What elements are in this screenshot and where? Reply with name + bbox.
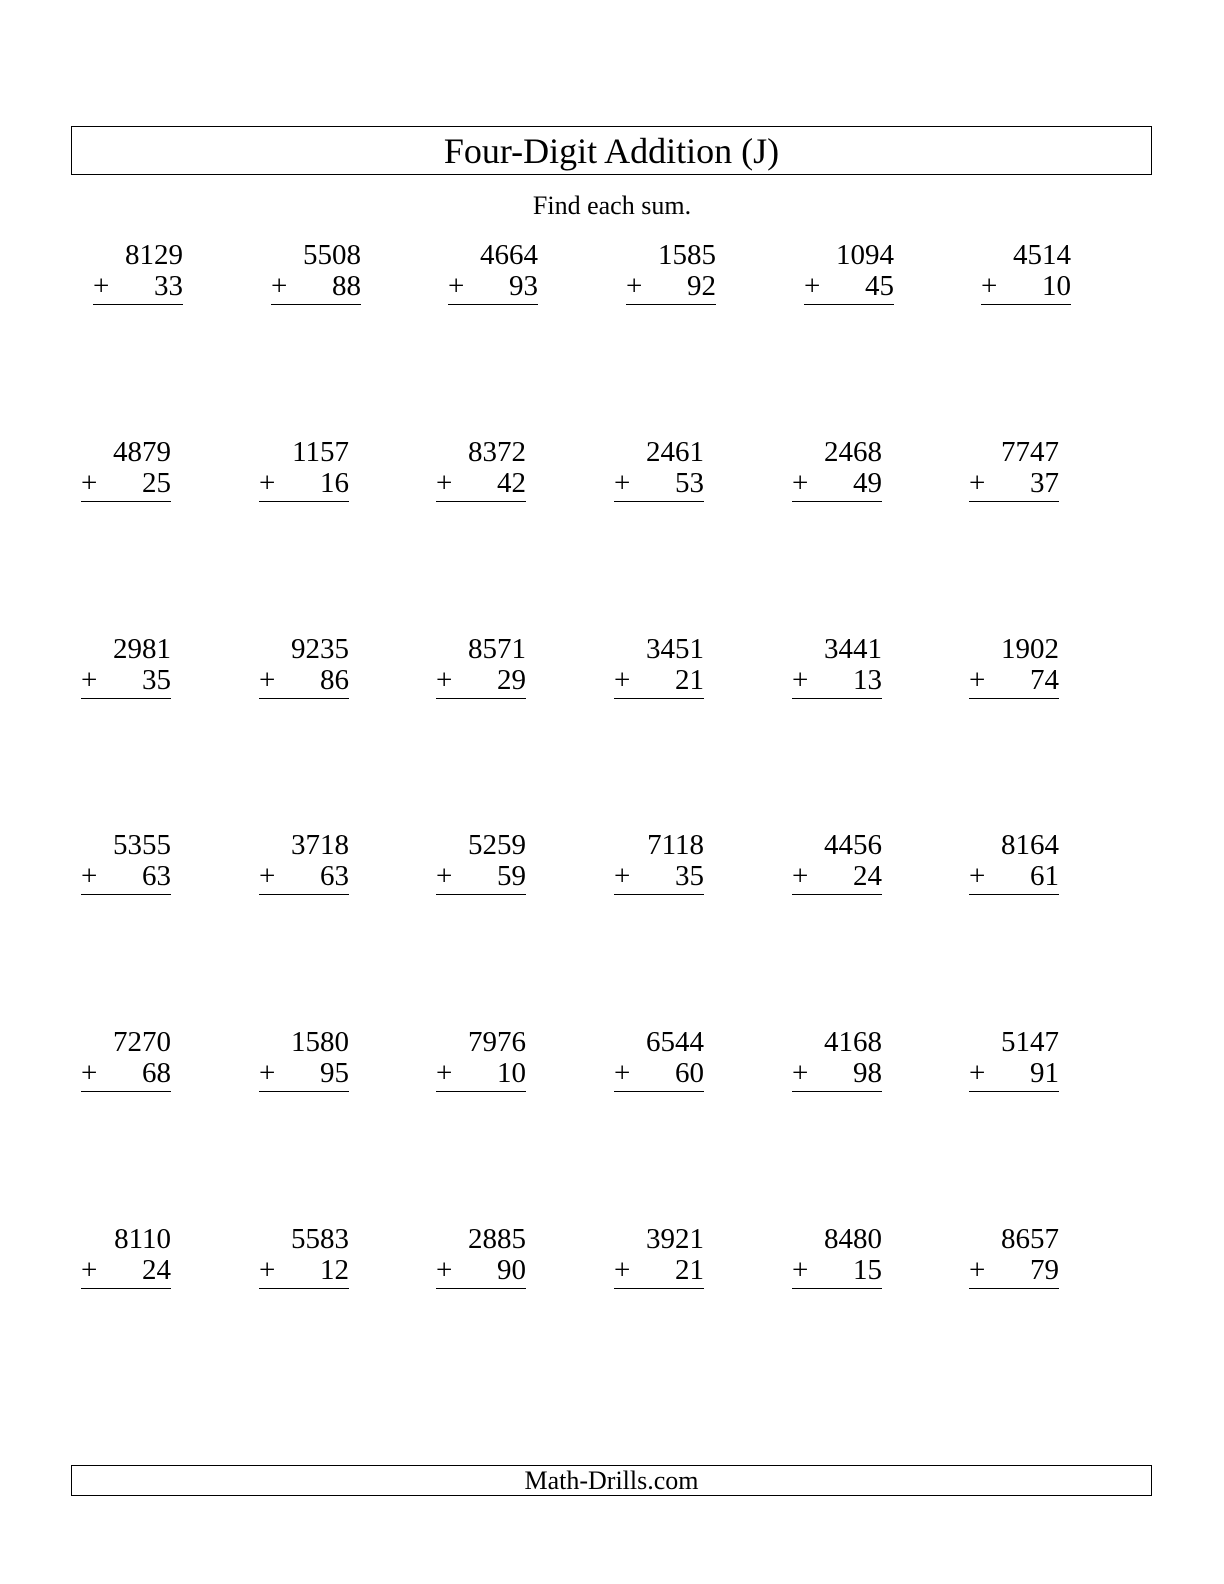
addend-bottom: 37 [1030, 467, 1059, 499]
addend-bottom-row [792, 468, 882, 502]
addend-bottom: 90 [497, 1254, 526, 1286]
addition-problem [93, 240, 183, 305]
addition-problem [614, 437, 704, 502]
plus-sign: + [969, 1254, 986, 1286]
plus-sign: + [792, 1254, 809, 1286]
addition-problem [792, 1027, 882, 1092]
addend-top: 6544 [646, 1026, 704, 1058]
plus-sign: + [792, 860, 809, 892]
addend-bottom: 35 [142, 664, 171, 696]
addend-bottom: 86 [320, 664, 349, 696]
addend-top: 4879 [113, 436, 171, 468]
addend-bottom-row [969, 1058, 1059, 1092]
addend-top: 1902 [1001, 633, 1059, 665]
plus-sign: + [804, 270, 821, 302]
addend-top: 7747 [1001, 436, 1059, 468]
plus-sign: + [259, 467, 276, 499]
addend-bottom: 63 [320, 860, 349, 892]
addend-bottom-row [259, 1058, 349, 1092]
addend-bottom: 10 [1042, 270, 1071, 302]
plus-sign: + [969, 467, 986, 499]
plus-sign: + [792, 1057, 809, 1089]
addend-top: 7976 [468, 1026, 526, 1058]
instructions: Find each sum. [532, 191, 692, 220]
addend-top: 8372 [468, 436, 526, 468]
addend-top: 2981 [113, 633, 171, 665]
addend-bottom: 25 [142, 467, 171, 499]
addend-bottom: 91 [1030, 1057, 1059, 1089]
addend-bottom-row [969, 468, 1059, 502]
plus-sign: + [436, 664, 453, 696]
plus-sign: + [259, 1254, 276, 1286]
addend-top: 8110 [114, 1223, 171, 1255]
addend-bottom: 98 [853, 1057, 882, 1089]
plus-sign: + [259, 860, 276, 892]
addend-bottom-row [626, 271, 716, 305]
plus-sign: + [81, 467, 98, 499]
addend-bottom-row [792, 1255, 882, 1289]
addend-bottom-row [614, 861, 704, 895]
addend-bottom: 10 [497, 1057, 526, 1089]
addend-bottom-row [259, 468, 349, 502]
addend-top: 2461 [646, 436, 704, 468]
addend-bottom-row [614, 468, 704, 502]
plus-sign: + [81, 664, 98, 696]
addend-top: 4514 [1013, 239, 1071, 271]
addition-problem [792, 1224, 882, 1289]
addend-bottom: 49 [853, 467, 882, 499]
addend-top: 8480 [824, 1223, 882, 1255]
addition-problem [614, 1027, 704, 1092]
addition-problem [259, 830, 349, 895]
plus-sign: + [981, 270, 998, 302]
addend-bottom-row [81, 1255, 171, 1289]
addition-problem [81, 437, 171, 502]
addend-bottom-row [271, 271, 361, 305]
addend-bottom-row [93, 271, 183, 305]
addition-problem [614, 1224, 704, 1289]
plus-sign: + [792, 664, 809, 696]
addend-bottom-row [259, 665, 349, 699]
addend-top: 3921 [646, 1223, 704, 1255]
addend-top: 8164 [1001, 829, 1059, 861]
addend-bottom: 29 [497, 664, 526, 696]
addend-top: 5355 [113, 829, 171, 861]
addition-problem [792, 830, 882, 895]
addition-problem [981, 240, 1071, 305]
plus-sign: + [436, 1254, 453, 1286]
plus-sign: + [436, 467, 453, 499]
addend-bottom: 63 [142, 860, 171, 892]
addend-bottom: 35 [675, 860, 704, 892]
addend-bottom-row [259, 861, 349, 895]
addend-bottom-row [969, 1255, 1059, 1289]
addend-top: 1094 [836, 239, 894, 271]
addition-problem [614, 634, 704, 699]
plus-sign: + [436, 860, 453, 892]
addend-top: 3451 [646, 633, 704, 665]
addend-bottom: 12 [320, 1254, 349, 1286]
addend-top: 1585 [658, 239, 716, 271]
plus-sign: + [448, 270, 465, 302]
addition-problem [969, 437, 1059, 502]
plus-sign: + [614, 1254, 631, 1286]
addition-problem [969, 1027, 1059, 1092]
plus-sign: + [614, 664, 631, 696]
plus-sign: + [259, 1057, 276, 1089]
addition-problem [81, 830, 171, 895]
addend-bottom-row [614, 665, 704, 699]
addend-top: 7270 [113, 1026, 171, 1058]
addition-problem [259, 634, 349, 699]
addend-bottom: 74 [1030, 664, 1059, 696]
addend-bottom: 42 [497, 467, 526, 499]
addition-problem [436, 1224, 526, 1289]
addition-problem [81, 634, 171, 699]
addition-problem [436, 830, 526, 895]
addend-bottom: 88 [332, 270, 361, 302]
plus-sign: + [81, 1254, 98, 1286]
plus-sign: + [271, 270, 288, 302]
plus-sign: + [259, 664, 276, 696]
footer: Math-Drills.com [71, 1465, 1152, 1496]
addition-problem [969, 1224, 1059, 1289]
addend-bottom: 16 [320, 467, 349, 499]
plus-sign: + [614, 467, 631, 499]
addend-bottom: 92 [687, 270, 716, 302]
addend-bottom-row [792, 665, 882, 699]
plus-sign: + [969, 1057, 986, 1089]
addition-problem [792, 634, 882, 699]
addend-bottom: 13 [853, 664, 882, 696]
addition-problem [81, 1224, 171, 1289]
addend-top: 1580 [291, 1026, 349, 1058]
addend-top: 4456 [824, 829, 882, 861]
addend-bottom-row [81, 665, 171, 699]
addend-bottom: 95 [320, 1057, 349, 1089]
addend-top: 5508 [303, 239, 361, 271]
addend-bottom-row [614, 1255, 704, 1289]
addend-bottom-row [436, 665, 526, 699]
addend-bottom: 93 [509, 270, 538, 302]
addend-bottom-row [259, 1255, 349, 1289]
addition-problem [792, 437, 882, 502]
addition-problem [436, 1027, 526, 1092]
addition-problem [969, 830, 1059, 895]
addend-top: 2885 [468, 1223, 526, 1255]
addend-bottom-row [792, 1058, 882, 1092]
addend-top: 5147 [1001, 1026, 1059, 1058]
addend-bottom: 53 [675, 467, 704, 499]
addend-top: 4168 [824, 1026, 882, 1058]
addend-bottom-row [969, 665, 1059, 699]
addend-bottom-row [81, 861, 171, 895]
addition-problem [436, 634, 526, 699]
addend-bottom: 45 [865, 270, 894, 302]
addition-problem [969, 634, 1059, 699]
addend-bottom-row [792, 861, 882, 895]
addend-bottom-row [614, 1058, 704, 1092]
addend-bottom-row [969, 861, 1059, 895]
addend-bottom: 21 [675, 1254, 704, 1286]
addend-top: 9235 [291, 633, 349, 665]
plus-sign: + [614, 860, 631, 892]
addition-problem [271, 240, 361, 305]
addition-problem [614, 830, 704, 895]
addend-top: 5583 [291, 1223, 349, 1255]
addition-problem [626, 240, 716, 305]
addition-problem [259, 1027, 349, 1092]
addend-bottom: 24 [853, 860, 882, 892]
addition-problem [448, 240, 538, 305]
addition-problem [81, 1027, 171, 1092]
addend-bottom-row [436, 1255, 526, 1289]
plus-sign: + [436, 1057, 453, 1089]
addend-bottom-row [448, 271, 538, 305]
plus-sign: + [969, 860, 986, 892]
addend-top: 2468 [824, 436, 882, 468]
addend-bottom-row [81, 468, 171, 502]
plus-sign: + [969, 664, 986, 696]
addend-bottom-row [436, 861, 526, 895]
addend-bottom-row [981, 271, 1071, 305]
plus-sign: + [626, 270, 643, 302]
plus-sign: + [614, 1057, 631, 1089]
addend-bottom: 61 [1030, 860, 1059, 892]
addend-top: 3718 [291, 829, 349, 861]
addend-top: 5259 [468, 829, 526, 861]
addend-bottom: 68 [142, 1057, 171, 1089]
addend-top: 7118 [647, 829, 704, 861]
addend-top: 8129 [125, 239, 183, 271]
addend-bottom: 24 [142, 1254, 171, 1286]
addend-bottom: 21 [675, 664, 704, 696]
plus-sign: + [792, 467, 809, 499]
addition-problem [259, 1224, 349, 1289]
addend-top: 8657 [1001, 1223, 1059, 1255]
plus-sign: + [81, 860, 98, 892]
addition-problem [804, 240, 894, 305]
addend-top: 3441 [824, 633, 882, 665]
addition-problem [436, 437, 526, 502]
addition-problem [259, 437, 349, 502]
addend-bottom: 60 [675, 1057, 704, 1089]
addend-bottom-row [436, 468, 526, 502]
addend-bottom: 79 [1030, 1254, 1059, 1286]
addend-bottom-row [804, 271, 894, 305]
addend-top: 1157 [292, 436, 349, 468]
worksheet-title: Four-Digit Addition (J) [71, 126, 1152, 175]
addend-bottom: 15 [853, 1254, 882, 1286]
addend-top: 4664 [480, 239, 538, 271]
addend-bottom: 33 [154, 270, 183, 302]
plus-sign: + [81, 1057, 98, 1089]
addend-bottom-row [436, 1058, 526, 1092]
addend-top: 8571 [468, 633, 526, 665]
addend-bottom-row [81, 1058, 171, 1092]
plus-sign: + [93, 270, 110, 302]
addend-bottom: 59 [497, 860, 526, 892]
